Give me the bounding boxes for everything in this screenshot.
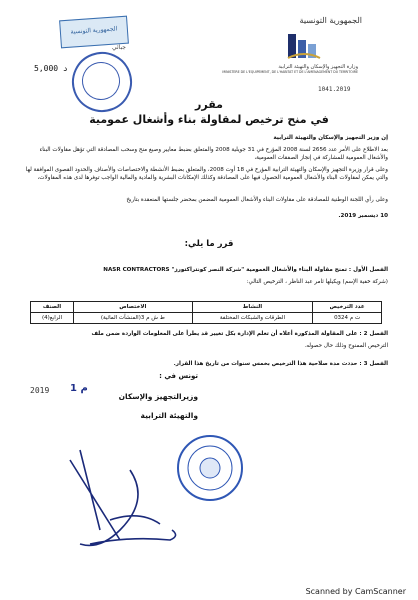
chapter-2-line-2: الترخيص الممنوح وذلك حال حصوله. bbox=[304, 343, 388, 349]
stamp-caption: جبائي bbox=[112, 44, 127, 51]
reference-number: 1041.2019 bbox=[318, 86, 351, 93]
table-header-row bbox=[31, 302, 382, 313]
table-cell: الرابع(4) bbox=[31, 313, 74, 324]
signature-place: تونس في : bbox=[159, 372, 198, 380]
column-header: النشاط bbox=[192, 302, 313, 313]
stamped-date: 1 م bbox=[70, 383, 88, 394]
signature-date: 2019 bbox=[30, 386, 50, 395]
signature-scribble-icon bbox=[60, 440, 190, 560]
license-table bbox=[30, 301, 382, 324]
ministry-name-fr: MINISTERE DE L'EQUIPEMENT, DE L'HABITAT ET DE L'AMENAGEMENT DU TERRITOIRE bbox=[222, 70, 358, 74]
official-seal-icon bbox=[176, 434, 244, 502]
chapter-1-line-2: (شركة خفية الإسم) ويكيلها ثامر عبد الناظر ، الترخيص التالي: bbox=[246, 279, 388, 285]
ministry-name-ar: وزارة التجهيز والإسكان والتهيئة الترابية bbox=[278, 64, 358, 70]
column-header: الصنف bbox=[31, 302, 74, 313]
chapter-2-line-1: الفصل 2 : على المقاولة المذكورة أعلاه أن تعلم الإدارة بكل تغيير قد يطرأ على المعلومات الواردة ضمن ملف bbox=[91, 331, 388, 337]
chapter-1-line-1: الفصل الأول : تمنح مقاولة البناء والأشغال العمومية "شركة النصر كونتراكتورز" NASR CONTRACTORS bbox=[103, 267, 388, 273]
preamble-para-2: وعلى قرار وزيرة التجهيز والإسكان والتهيئة الترابية المؤرخ في 18 أوت 2008، والمتعلق بضبط الأنشطة والاختصاصات والأصناف والحدود القصوى الموافقة لها والتي يمكن لمقاولات البناء والأشغال العمومية الحصول فيها على المصادقة وكذلك الإمكانات البشرية والمادية والمالية الواجب توفرها لدى هذه المقاولات، bbox=[25, 167, 388, 181]
decides-heading: قرر ما يلي: bbox=[184, 239, 234, 249]
table-cell: الطرقات والشبكات المختلفة bbox=[192, 313, 313, 324]
scanner-watermark: Scanned by CamScanner bbox=[305, 587, 406, 596]
preamble-para-1: بعد الاطلاع على الأمر عدد 2656 لسنة 2008 المؤرخ في 31 جويلية 2008 والمتعلق بضبط معايير وصيغ منح وسحب المصادقة التي تؤهل مقاولات البناء والأشغال العمومية للمشاركة في إنجاز الصفقات العمومية، bbox=[39, 147, 388, 161]
republic-title: الجمهورية التونسية bbox=[299, 16, 362, 25]
column-header: الاختصاص bbox=[74, 302, 193, 313]
decision-title: مقرر bbox=[195, 98, 223, 111]
preamble-para-3: وعلى رأي اللجنة الوطنية للمصادقة على مقاولات البناء والأشغال العمومية المضمن بمحضر جلستها المنعقدة بتاريخ bbox=[126, 197, 388, 203]
table-cell: ط ش م 3(المنشآت المائية) bbox=[74, 313, 193, 324]
minister-line: إن وزير التجهيز والإسكان والتهيئة الترابية bbox=[273, 135, 388, 141]
table-cell: ت م 0324 bbox=[313, 313, 382, 324]
signature-title-2: والتهيئة الترابية bbox=[140, 411, 198, 420]
signature-block bbox=[48, 372, 198, 420]
signature-title-1: وزيرالتجهيز والإسكان bbox=[118, 392, 198, 401]
ministry-logo-icon bbox=[286, 30, 322, 62]
decision-subject: في منح ترخيص لمقاولة بناء وأشغال عمومية bbox=[89, 113, 329, 126]
table-row bbox=[31, 313, 382, 324]
revenue-stamp-text: الجمهورية التونسية bbox=[70, 25, 118, 36]
fee-amount: 5,000 د bbox=[34, 64, 68, 73]
column-header: عدد الترخيص bbox=[313, 302, 382, 313]
committee-date: 10 ديسمبر 2019. bbox=[338, 213, 388, 219]
chapter-3: الفصل 3 : حددت مدة صلاحية هذا الترخيص بخمس سنوات من تاريخ هذا القرار. bbox=[173, 361, 388, 367]
